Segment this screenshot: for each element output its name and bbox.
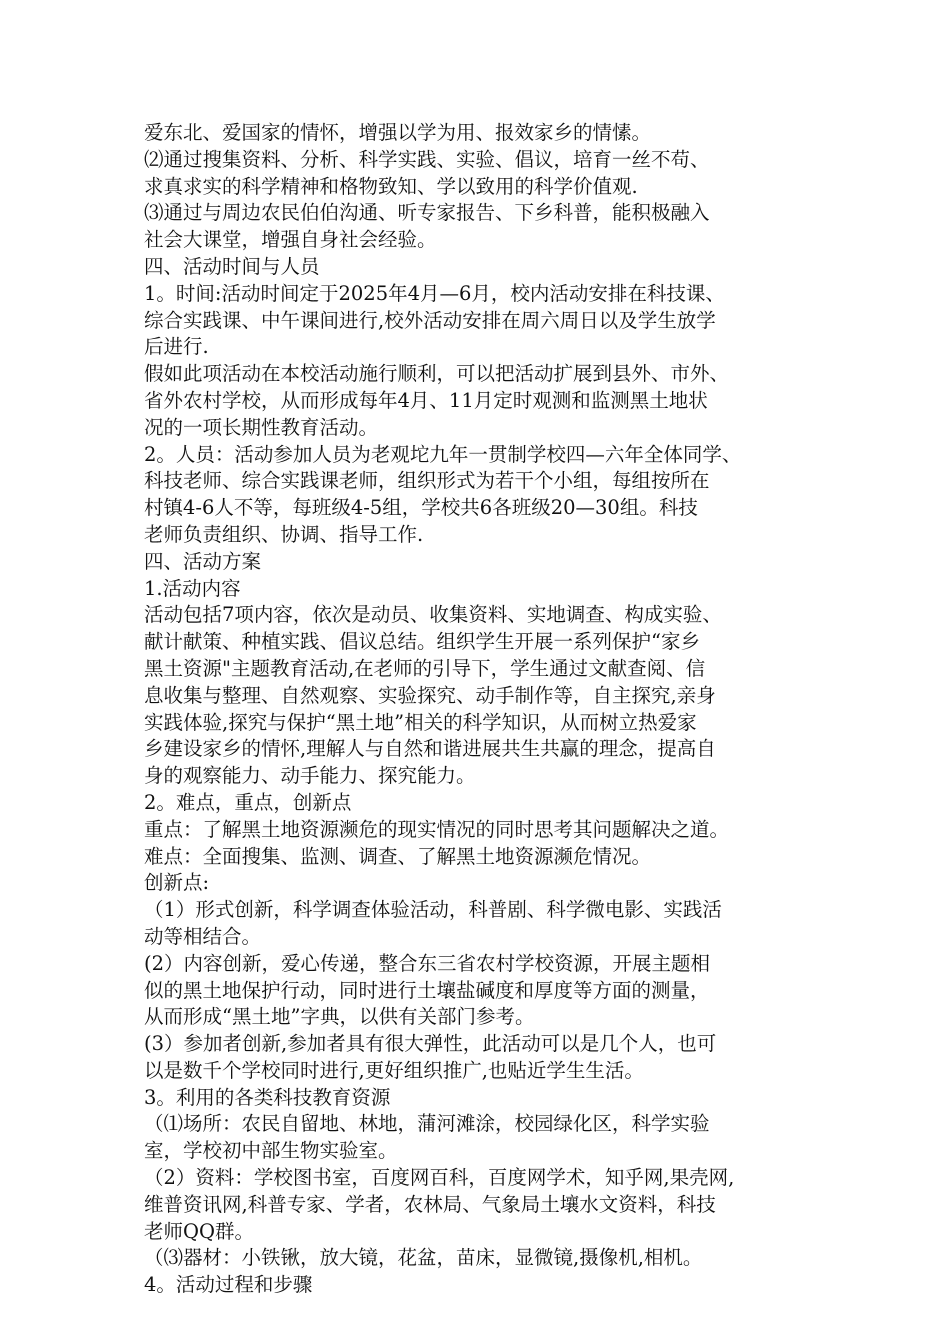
text-line: (3）参加者创新,参加者具有很大弹性，此活动可以是几个人，也可 [144, 1032, 717, 1056]
text-line: 假如此项活动在本校活动施行顺利，可以把活动扩展到县外、市外、 [144, 362, 730, 386]
text-line: 动等相结合。 [144, 924, 262, 948]
text-line: 综合实践课、中午课间进行,校外活动安排在周六周日以及学生放学 [144, 308, 716, 332]
text-line: 活动包括7项内容，依次是动员、收集资料、实地调查、构成实验、 [144, 603, 722, 627]
text-line: 后进行. [144, 335, 209, 359]
text-line: 老师QQ群。 [144, 1219, 254, 1243]
text-line: 省外农村学校，从而形成每年4月、11月定时观测和监测黑土地状 [144, 388, 708, 412]
text-line: (2）内容创新，爱心传递，整合东三省农村学校资源，开展主题相 [144, 951, 711, 975]
text-line: 重点：了解黑土地资源濒危的现实情况的同时思考其问题解决之道。 [144, 817, 730, 841]
text-line: （2）资料：学校图书室，百度网百科，百度网学术，知乎网,果壳网, [144, 1166, 735, 1190]
text-line: 室，学校初中部生物实验室。 [144, 1139, 398, 1163]
text-line: ⑵通过搜集资料、分析、科学实践、实验、倡议，培育一丝不苟、 [144, 147, 710, 171]
text-line: 老师负责组织、协调、指导工作. [144, 522, 424, 546]
text-line: 维普资讯网,科普专家、学者，农林局、气象局土壤水文资料，科技 [144, 1192, 716, 1216]
text-line: 难点：全面搜集、监测、调查、了解黑土地资源濒危情况。 [144, 844, 652, 868]
text-line: （⑶器材：小铁锹，放大镜，花盆，苗床，显微镜,摄像机,相机。 [144, 1246, 703, 1270]
section-heading: 四、活动方案 [144, 549, 262, 573]
text-line: （⑴场所：农民自留地、林地，蒲河滩涂，校园绿化区，科学实验 [144, 1112, 710, 1136]
text-line: （1）形式创新，科学调查体验活动，科普剧、科学微电影、实践活 [144, 898, 722, 922]
text-line: 从而形成“黑土地”字典，以供有关部门参考。 [144, 1005, 535, 1029]
subsection-heading: 4。活动过程和步骤 [144, 1273, 313, 1297]
text-line: 创新点: [144, 871, 210, 895]
text-line: 息收集与整理、自然观察、实验探究、动手制作等，自主探究,亲身 [144, 683, 716, 707]
text-line: 科技老师、综合实践课老师，组织形式为若干个小组，每组按所在 [144, 469, 710, 493]
text-line: 村镇4-6人不等，每班级4-5组，学校共6各班级20—30组。科技 [144, 496, 698, 520]
text-line: 实践体验,探究与保护“黑土地”相关的科学知识，从而树立热爱家 [144, 710, 697, 734]
text-line: 况的一项长期性教育活动。 [144, 415, 379, 439]
text-line: 身的观察能力、动手能力、探究能力。 [144, 764, 476, 788]
section-heading: 四、活动时间与人员 [144, 254, 320, 278]
text-line: 献计献策、种植实践、倡议总结。组织学生开展一系列保护“家乡 [144, 630, 700, 654]
text-line: 2。人员：活动参加人员为老观坨九年一贯制学校四—六年全体同学、 [144, 442, 742, 466]
text-line: 求真求实的科学精神和格物致知、学以致用的科学价值观. [144, 174, 638, 198]
document-body [144, 120, 824, 1299]
subsection-heading: 3。利用的各类科技教育资源 [144, 1085, 391, 1109]
text-line: 1。时间:活动时间定于2025年4月—6月，校内活动安排在科技课、 [144, 281, 725, 305]
text-line: 黑土资源"主题教育活动,在老师的引导下，学生通过文献查阅、信 [144, 656, 706, 680]
text-line: ⑶通过与周边农民伯伯沟通、听专家报告、下乡科普，能积极融入 [144, 201, 710, 225]
subsection-heading: 1.活动内容 [144, 576, 241, 600]
text-line: 乡建设家乡的情怀,理解人与自然和谐进展共生共赢的理念，提高自 [144, 737, 716, 761]
text-line: 爱东北、爱国家的情怀，增强以学为用、报效家乡的情愫。 [144, 121, 652, 144]
text-line: 似的黑土地保护行动，同时进行土壤盐碱度和厚度等方面的测量， [144, 978, 710, 1002]
text-line: 社会大课堂，增强自身社会经验。 [144, 228, 437, 252]
text-line: 以是数千个学校同时进行,更好组织推广,也贴近学生生活。 [144, 1058, 644, 1082]
subsection-heading: 2。难点，重点，创新点 [144, 790, 352, 814]
